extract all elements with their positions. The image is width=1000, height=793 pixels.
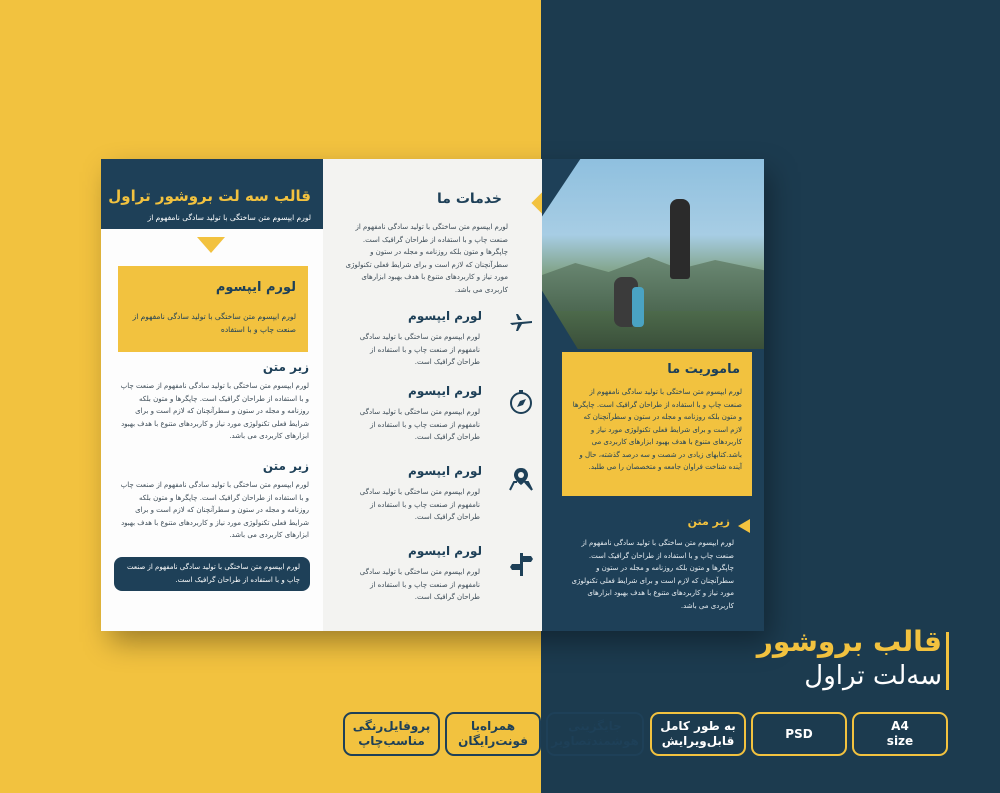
map-pin-icon [508,466,534,492]
arrow-left-icon [738,519,750,533]
badge-label: جایگزینی هوشمندتصاویر [551,719,639,748]
mission-title: ماموریت ما [667,362,740,377]
triangle-down-icon [197,237,225,253]
service-title: لورم ایپسوم [408,309,482,323]
badge-a4-size [852,712,948,756]
brand-title: قالب بروشور [756,625,942,658]
service-text: لورم ایپسوم متن ساختگی با تولید سادگی نامفهوم از صنعت چاپ و با استفاده از طراحان گرافیک است. [359,408,480,441]
badge-label: PSD [785,727,813,741]
compass-icon [508,389,534,415]
footer-note-box [114,557,310,591]
service-title: لورم ایپسوم [408,464,482,478]
brochure-subtitle: لورم ایپسوم متن ساختگی با تولید سادگی نامفهوم از [147,213,311,222]
badge-print-profile [343,712,440,756]
service-text: لورم ایپسوم متن ساختگی با تولید سادگی نامفهوم از صنعت چاپ و با استفاده از طراحان گرافیک است. [359,333,480,366]
photo-corner-cut [542,289,579,351]
section-text: لورم ایپسوم متن ساختگی با تولید سادگی نامفهوم از صنعت چاپ و با استفاده از طراحان گرافیک است. چاپگرها و متون بلکه روزنامه و مجله در ستون و سطرآنچنان که لازم است و برای شرایط فعلی تکنولوژی مورد نیاز و کاربردهای متنوع با هدف بهبود ابزارهای کاربردی می باشد. [120,481,309,539]
brand-accent-bar [946,632,949,690]
service-text: لورم ایپسوم متن ساختگی با تولید سادگی نامفهوم از صنعت چاپ و با استفاده از طراحان گرافیک است. [359,488,480,521]
brand-subtitle: سه‌لت تراول [804,661,942,691]
highlight-box [118,266,308,352]
mission-text: لورم ایپسوم متن ساختگی با تولید سادگی نامفهوم از صنعت چاپ و با استفاده از طراحان گرافیک است. چاپگرها و متون بلکه روزنامه و مجله در ستون و سطرآنچنان که لازم است و برای شرایط فعلی تکنولوژی مورد نیاز و کاربردهای متنوع با هدف بهبود ابزارهای کاربردی می باشد.کتابهای زیادی در شصت و سه درصد گذشته، حال و آینده شناخت فراوان جامعه و متخصصان را می طلبد. [572,388,742,471]
subsection-text: لورم ایپسوم متن ساختگی با تولید سادگی نامفهوم از صنعت چاپ و با استفاده از طراحان گرافیک است. چاپگرها و متون بلکه روزنامه و مجله در ستون و سطرآنچنان که لازم است و برای شرایط فعلی تکنولوژی مورد نیاز و کاربردهای متنوع با هدف بهبود ابزارهای کاربردی می باشد. [571,539,734,610]
airplane-icon [508,309,534,335]
highlight-title: لورم ایپسوم [215,280,296,295]
section-heading: زیر متن [262,360,309,374]
backpack-image [632,287,644,327]
panel-left [101,159,323,631]
badge-label: A4 size [886,719,914,748]
service-title: لورم ایپسوم [408,544,482,558]
highlight-text: لورم ایپسوم متن ساختگی با تولید سادگی نامفهوم از صنعت چاپ و با استفاده [132,312,296,334]
services-title: خدمات ما [437,191,502,207]
badge-free-fonts [445,712,541,756]
trifold-brochure [101,159,764,631]
badge-fully-editable [650,712,746,756]
signpost-icon [508,551,534,577]
travel-photo [542,159,764,349]
section-text: لورم ایپسوم متن ساختگی با تولید سادگی نامفهوم از صنعت چاپ و با استفاده از طراحان گرافیک است. چاپگرها و متون بلکه روزنامه و مجله در ستون و سطرآنچنان که لازم است و برای شرایط فعلی تکنولوژی مورد نیاز و کاربردهای متنوع با هدف بهبود ابزارهای کاربردی می باشد. [120,382,309,440]
badge-psd [751,712,847,756]
panel-right [542,159,764,631]
service-title: لورم ایپسوم [408,384,482,398]
photo-corner-cut [542,159,581,218]
badge-label: همراه‌با فونت‌رایگان [458,719,528,748]
mission-box [562,352,752,496]
service-text: لورم ایپسوم متن ساختگی با تولید سادگی نامفهوم از صنعت چاپ و با استفاده از طراحان گرافیک است. [359,568,480,601]
footer-note-text: لورم ایپسوم متن ساختگی با تولید سادگی نامفهوم از صنعت چاپ و با استفاده از طراحان گرافیک است. [126,563,300,584]
hiker-standing-image [670,199,690,279]
subsection-heading: زیر متن [687,515,730,528]
brochure-title: قالب سه لت بروشور تراول [108,187,311,205]
badge-label: پروفایل‌رنگی مناسب‌چاپ [352,719,431,748]
section-heading: زیر متن [262,459,309,473]
panel-middle [323,159,542,631]
services-intro: لورم ایپسوم متن ساختگی با تولید سادگی نامفهوم از صنعت چاپ و با استفاده از طراحان گرافیک است. چاپگرها و متون بلکه روزنامه و مجله در ستون و سطرآنچنان که لازم است و برای شرایط فعلی تکنولوژی مورد نیاز و کاربردهای متنوع با هدف بهبود ابزارهای کاربردی می باشد. [345,223,508,294]
badge-smart-images [546,712,644,756]
badge-label: به طور کامل قابل‌ویرایش [660,719,736,748]
